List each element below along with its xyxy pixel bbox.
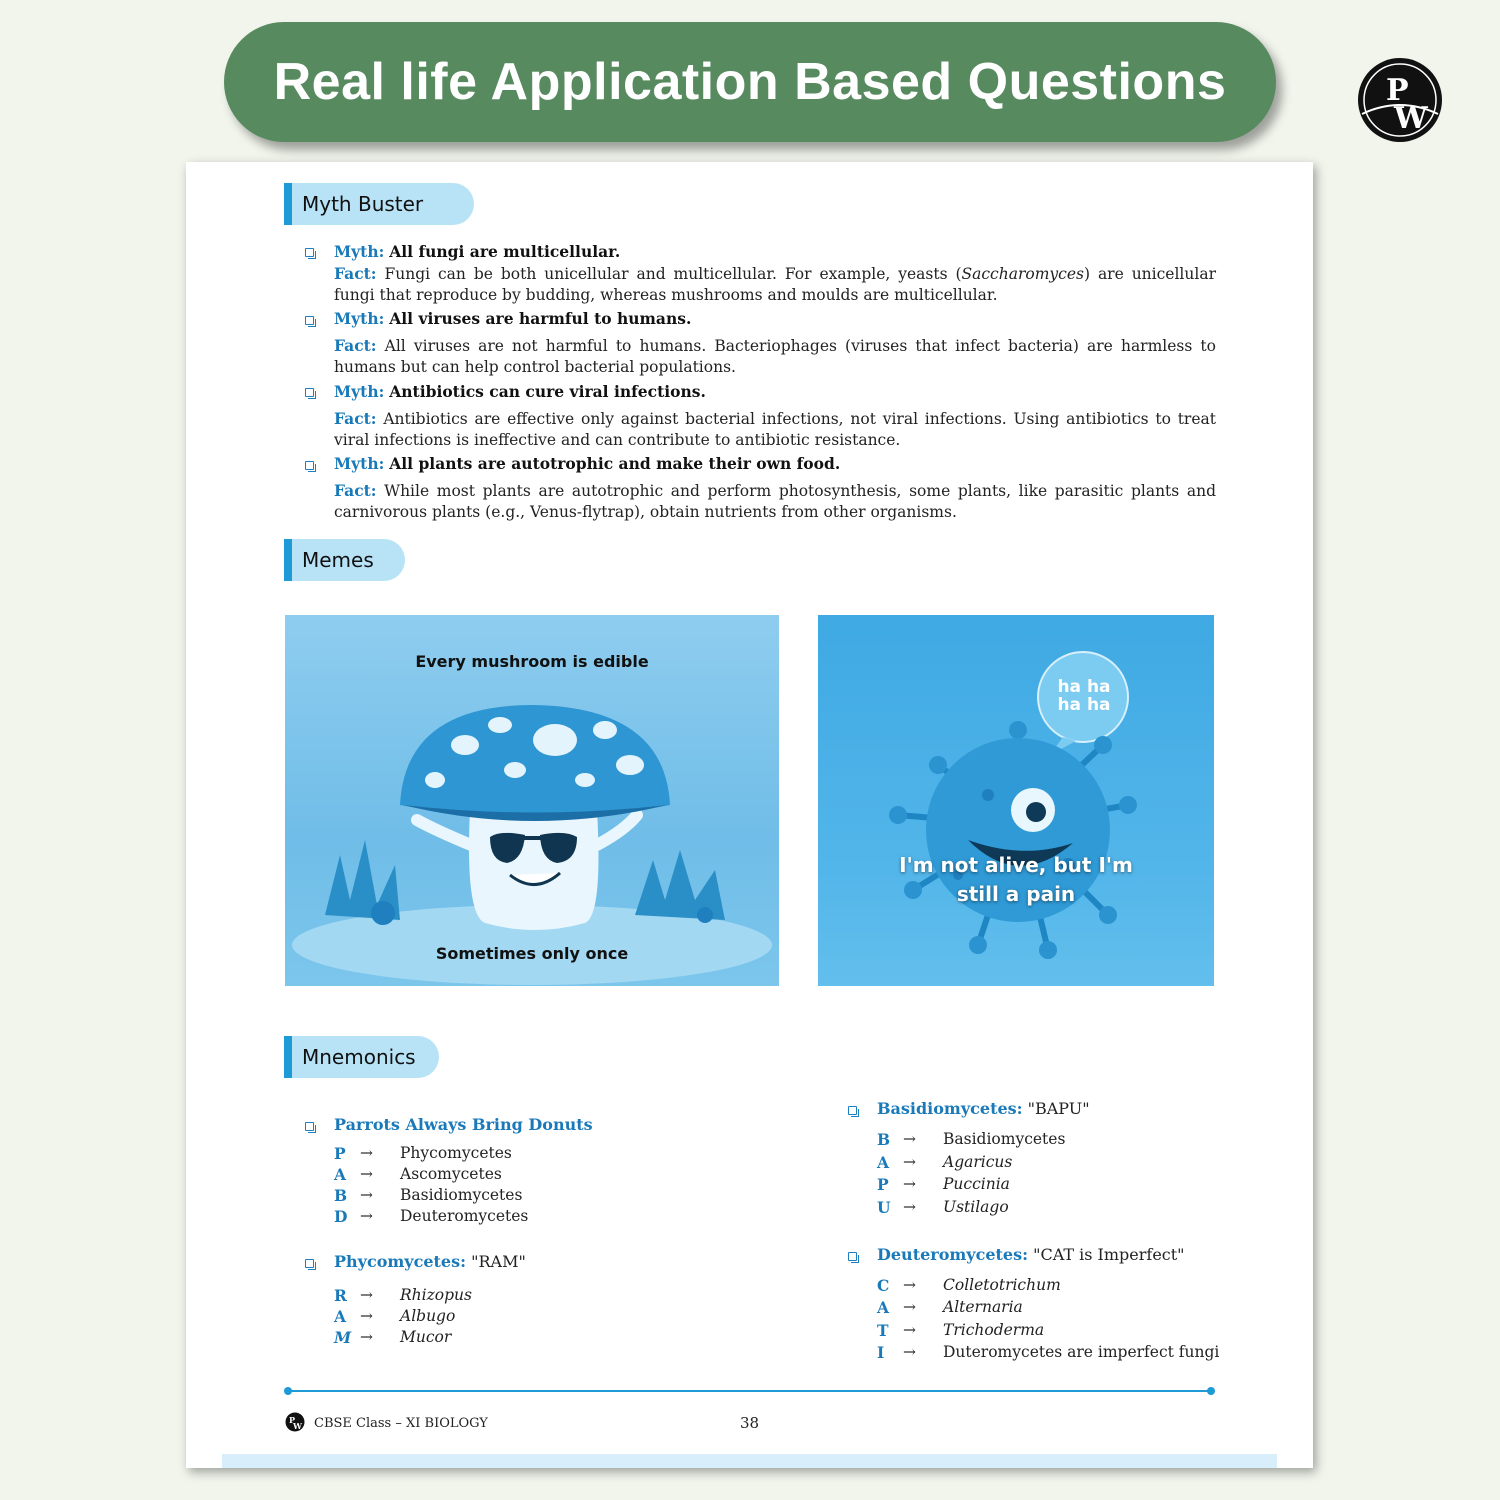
myth-item-1: Myth: All fungi are multicellular. Fact: Fungi can be both unicellular and multicellular. For example, yeasts (Saccharomyces) are unicellular fungi that reproduce by budding, whereas mushrooms and moulds are multicellular.	[334, 242, 1216, 304]
myth-item-4: Myth: All plants are autotrophic and make their own food. Fact: While most plants are autotrophic and perform photosynthesis, some plants, like parasitic plants and carnivorous plants (e.g., Venus-flytrap), obtain nutrients from other organisms.	[334, 454, 1216, 521]
svg-text:W: W	[1394, 101, 1428, 136]
mnemonics-heading: Mnemonics	[284, 1036, 439, 1078]
checkbox-icon	[848, 1106, 857, 1115]
myth-item-2: Myth: All viruses are harmful to humans. Fact: All viruses are not harmful to humans. Bacteriophages (viruses that infect bacteria) are harmless to humans but can help control bacterial populations.	[334, 309, 1216, 376]
pw-logo	[1356, 56, 1444, 144]
checkbox-icon	[305, 1122, 314, 1131]
footer-dot	[284, 1387, 292, 1395]
footer-dot	[1207, 1387, 1215, 1395]
myth-item-3: Myth: Antibiotics can cure viral infections. Fact: Antibiotics are effective only against bacterial infections, not viral infections. Using antibiotics to treat viral infections is ineffective and can contribute to antibiotic resistance.	[334, 382, 1216, 449]
footer-book-label: CBSE Class – XI BIOLOGY	[314, 1416, 488, 1431]
myth-buster-heading: Myth Buster	[284, 183, 474, 225]
checkbox-icon	[305, 1259, 314, 1268]
checkbox-icon	[305, 316, 314, 325]
meme1-top-text: Every mushroom is edible	[415, 652, 649, 671]
mushroom-meme-image	[285, 615, 779, 986]
mnemonic-title: Deuteromycetes: "CAT is Imperfect"	[877, 1245, 1185, 1264]
virus-meme-image	[818, 615, 1214, 986]
book-page: Myth Buster Myth: All fungi are multicellular. Fact: Fungi can be both unicellular and multicellular. For example, yeasts (Saccharomyces) are unicellular fungi that reproduce by budding, whereas mushrooms and moulds are multicellular. Myth: All viruses are harmful to humans. Fact: All viruses are not harmful to humans. Bacteriophages (viruses that infect bacteria) are harmless to humans but can help control bacterial populations. Myth: Antibiotics can cure viral infections. Fact: Antibiotics are effective only against bacterial infections, not viral infections. Using antibiotics to treat viral infections is ineffective and can contribute to antibiotic resistance. Myth: All plants are autotrophic and make their own food. Fact: While most plants are autotrophic and perform photosynthesis, some plants, like parasitic plants and carnivorous plants (e.g., Venus-flytrap), obtain nutrients from other organisms. Memes Every mushroom is edible Sometimes only once ha ha ha ha I'm not alive, but I'm still a pain Mnemonics Parrots Always Bring Donuts P → Phycomycetes A → Ascomycetes B → Basidiomycetes D → Deuteromycetes Phycomycetes: "RAM" R → Rhizopus A → Albugo M → Mucor Basidiomycetes: "BAPU" B → Basidiomycetes A → Agaricus P → Puccinia U → Ustilago Deuteromycetes: "CAT is Imperfect" C → Colletotrichum A → Alternaria T → Trichoderma I → Duteromycetes are imperfect fungi P W CBSE Class – XI BIOLOGY 38	[186, 162, 1313, 1468]
checkbox-icon	[305, 461, 314, 470]
banner-title: Real life Application Based Questions	[273, 53, 1227, 111]
footer-divider	[287, 1390, 1211, 1392]
pw-small-logo	[285, 1412, 305, 1432]
memes-heading: Memes	[284, 539, 405, 581]
page-bottom-band	[222, 1454, 1277, 1468]
svg-text:P: P	[289, 1415, 296, 1425]
title-banner	[224, 22, 1276, 142]
speech-bubble-line1: ha ha	[1057, 677, 1111, 697]
checkbox-icon	[305, 388, 314, 397]
page-number: 38	[740, 1414, 760, 1432]
meme2-caption-line2: still a pain	[956, 882, 1076, 906]
mnemonic-title: Parrots Always Bring Donuts	[334, 1115, 593, 1134]
meme1-bottom-text: Sometimes only once	[435, 944, 629, 963]
meme2-caption-line1: I'm not alive, but I'm	[899, 853, 1133, 877]
svg-text:P: P	[1386, 73, 1409, 108]
mnemonic-title: Phycomycetes: "RAM"	[334, 1252, 526, 1271]
svg-text:W: W	[293, 1421, 302, 1431]
checkbox-icon	[848, 1252, 857, 1261]
mnemonic-title: Basidiomycetes: "BAPU"	[877, 1099, 1090, 1118]
checkbox-icon	[305, 248, 314, 257]
speech-bubble-line2: ha ha	[1057, 695, 1111, 715]
